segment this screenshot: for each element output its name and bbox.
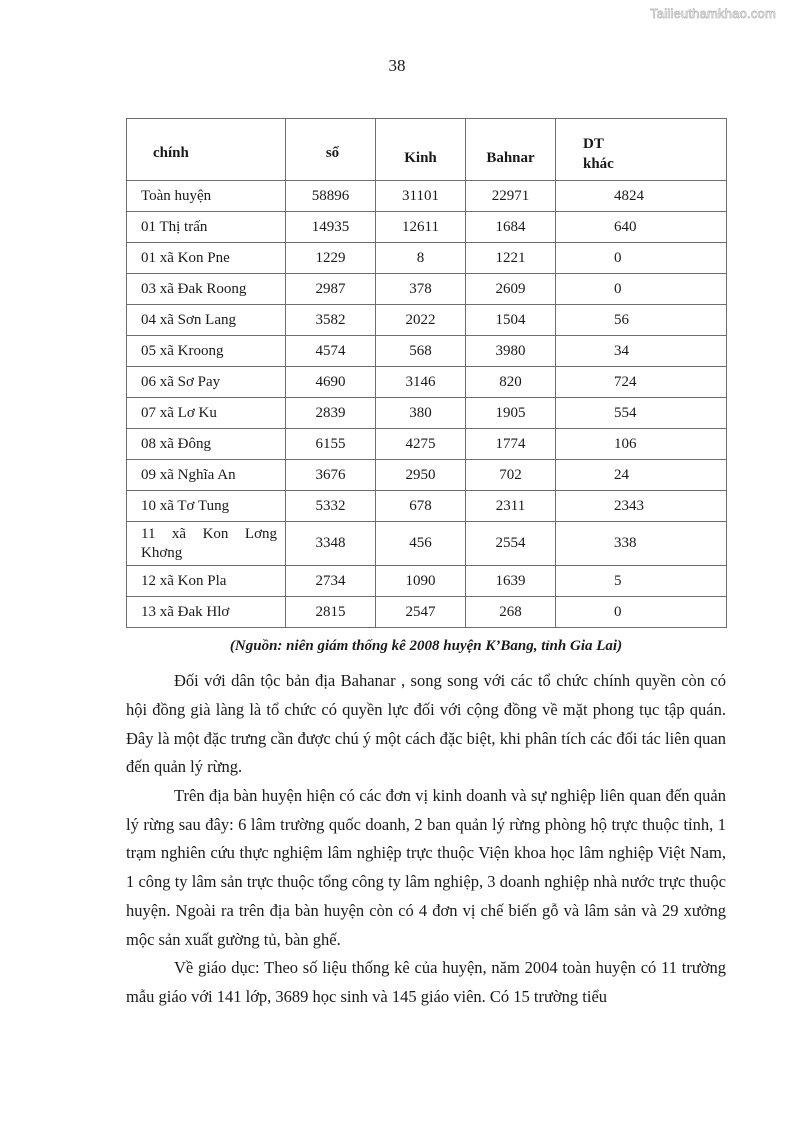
table-row (127, 522, 727, 566)
cell-administrative-unit: 05 xã Kroong (127, 336, 286, 367)
table-row (127, 597, 727, 628)
cell-total: 3582 (286, 305, 376, 336)
cell-administrative-unit: 03 xã Đak Roong (127, 274, 286, 305)
cell-bahnar: 820 (466, 367, 556, 398)
table-row (127, 367, 727, 398)
table-row (127, 181, 727, 212)
cell-total: 4690 (286, 367, 376, 398)
page-content (126, 118, 726, 1012)
cell-bahnar: 2554 (466, 522, 556, 566)
cell-kinh: 2547 (376, 597, 466, 628)
cell-administrative-unit: 13 xã Đak Hlơ (127, 597, 286, 628)
page-number: 38 (388, 56, 406, 75)
cell-total: 2734 (286, 566, 376, 597)
cell-kinh: 378 (376, 274, 466, 305)
cell-bahnar: 1774 (466, 429, 556, 460)
cell-dt-khac: 0 (556, 597, 727, 628)
table-row (127, 274, 727, 305)
table-row (127, 212, 727, 243)
cell-administrative-unit: 01 Thị trấn (127, 212, 286, 243)
table-source-caption: (Nguồn: niên giám thống kê 2008 huyện K’Bang, tỉnh Gia Lai) (229, 638, 623, 655)
cell-total: 2987 (286, 274, 376, 305)
cell-total: 1229 (286, 243, 376, 274)
population-statistics-table (126, 118, 727, 628)
cell-kinh: 1090 (376, 566, 466, 597)
table-row (127, 566, 727, 597)
table-row (127, 305, 727, 336)
cell-dt-khac: 554 (556, 398, 727, 429)
table-row (127, 398, 727, 429)
table-header-row (127, 119, 727, 181)
table-row (127, 243, 727, 274)
body-text (126, 667, 726, 1011)
cell-bahnar: 2311 (466, 491, 556, 522)
cell-administrative-unit: 12 xã Kon Pla (127, 566, 286, 597)
table-body (127, 181, 727, 628)
cell-administrative-unit: 01 xã Kon Pne (127, 243, 286, 274)
cell-dt-khac: 106 (556, 429, 727, 460)
cell-bahnar: 22971 (466, 181, 556, 212)
cell-kinh: 4275 (376, 429, 466, 460)
paragraph: Trên địa bàn huyện hiện có các đơn vị kinh doanh và sự nghiệp liên quan đến quản lý rừng sau đây: 6 lâm trường quốc doanh, 2 ban quản lý rừng phòng hộ trực thuộc tỉnh, 1 trạm nghiên cứu thực nghiệm lâm nghiệp trực thuộc Viện khoa học lâm nghiệp Việt Nam, 1 công ty lâm sản trực thuộc tổng công ty lâm nghiệp, 3 doanh nghiệp nhà nước trực thuộc huyện. Ngoài ra trên địa bàn huyện còn có 4 đơn vị chế biến gỗ và lâm sản và 29 xưởng mộc sản xuất gường tủ, bàn ghế. (126, 786, 726, 949)
watermark-text: Tailieuthamkhao.com (650, 6, 776, 21)
cell-kinh: 3146 (376, 367, 466, 398)
cell-total: 3676 (286, 460, 376, 491)
cell-administrative-unit: 08 xã Đông (127, 429, 286, 460)
cell-bahnar: 2609 (466, 274, 556, 305)
table-row (127, 491, 727, 522)
cell-total: 6155 (286, 429, 376, 460)
cell-total: 4574 (286, 336, 376, 367)
column-header-bahnar: Bahnar (466, 119, 556, 181)
cell-kinh: 380 (376, 398, 466, 429)
cell-administrative-unit: 11 xã Kon Lơng Khơng (127, 522, 286, 566)
cell-dt-khac: 640 (556, 212, 727, 243)
cell-total: 5332 (286, 491, 376, 522)
table-row (127, 460, 727, 491)
cell-kinh: 456 (376, 522, 466, 566)
cell-total: 2815 (286, 597, 376, 628)
cell-dt-khac: 34 (556, 336, 727, 367)
cell-administrative-unit: 10 xã Tơ Tung (127, 491, 286, 522)
cell-kinh: 8 (376, 243, 466, 274)
cell-bahnar: 1504 (466, 305, 556, 336)
cell-dt-khac: 4824 (556, 181, 727, 212)
table-header (127, 119, 727, 181)
cell-kinh: 2022 (376, 305, 466, 336)
cell-dt-khac: 338 (556, 522, 727, 566)
cell-bahnar: 1684 (466, 212, 556, 243)
cell-kinh: 31101 (376, 181, 466, 212)
cell-kinh: 678 (376, 491, 466, 522)
cell-administrative-unit: 07 xã Lơ Ku (127, 398, 286, 429)
cell-dt-khac: 724 (556, 367, 727, 398)
cell-administrative-unit: 09 xã Nghĩa An (127, 460, 286, 491)
cell-kinh: 12611 (376, 212, 466, 243)
paragraph: Về giáo dục: Theo số liệu thống kê của huyện, năm 2004 toàn huyện có 11 trường mẫu giáo với 141 lớp, 3689 học sinh và 145 giáo viên. Có 15 trường tiểu (126, 958, 726, 1006)
cell-dt-khac: 0 (556, 274, 727, 305)
cell-kinh: 2950 (376, 460, 466, 491)
cell-total: 58896 (286, 181, 376, 212)
cell-bahnar: 1221 (466, 243, 556, 274)
table-row (127, 429, 727, 460)
cell-dt-khac: 5 (556, 566, 727, 597)
cell-bahnar: 702 (466, 460, 556, 491)
column-header-so: số (286, 119, 376, 181)
cell-administrative-unit: 04 xã Sơn Lang (127, 305, 286, 336)
column-header-name: chính (127, 119, 286, 181)
column-header-dt-khac (556, 119, 727, 181)
dt-line-1: DT (583, 136, 604, 153)
cell-bahnar: 1639 (466, 566, 556, 597)
cell-bahnar: 268 (466, 597, 556, 628)
dt-line-2: khác (583, 155, 614, 172)
cell-total: 14935 (286, 212, 376, 243)
paragraph: Đối với dân tộc bản địa Bahanar , song song với các tổ chức chính quyền còn có hội đồng già làng là tổ chức có quyền lực đối với cộng đồng về mặt phong tục tập quán. Đây là một đặc trưng cần được chú ý một cách đặc biệt, khi phân tích các đối tác liên quan đến quản lý rừng. (126, 671, 726, 777)
cell-total: 3348 (286, 522, 376, 566)
table-row (127, 336, 727, 367)
cell-administrative-unit: 06 xã Sơ Pay (127, 367, 286, 398)
cell-dt-khac: 2343 (556, 491, 727, 522)
cell-administrative-unit: Toàn huyện (127, 181, 286, 212)
cell-dt-khac: 56 (556, 305, 727, 336)
cell-bahnar: 1905 (466, 398, 556, 429)
cell-total: 2839 (286, 398, 376, 429)
column-header-kinh: Kinh (376, 119, 466, 181)
cell-dt-khac: 24 (556, 460, 727, 491)
cell-kinh: 568 (376, 336, 466, 367)
cell-bahnar: 3980 (466, 336, 556, 367)
cell-dt-khac: 0 (556, 243, 727, 274)
